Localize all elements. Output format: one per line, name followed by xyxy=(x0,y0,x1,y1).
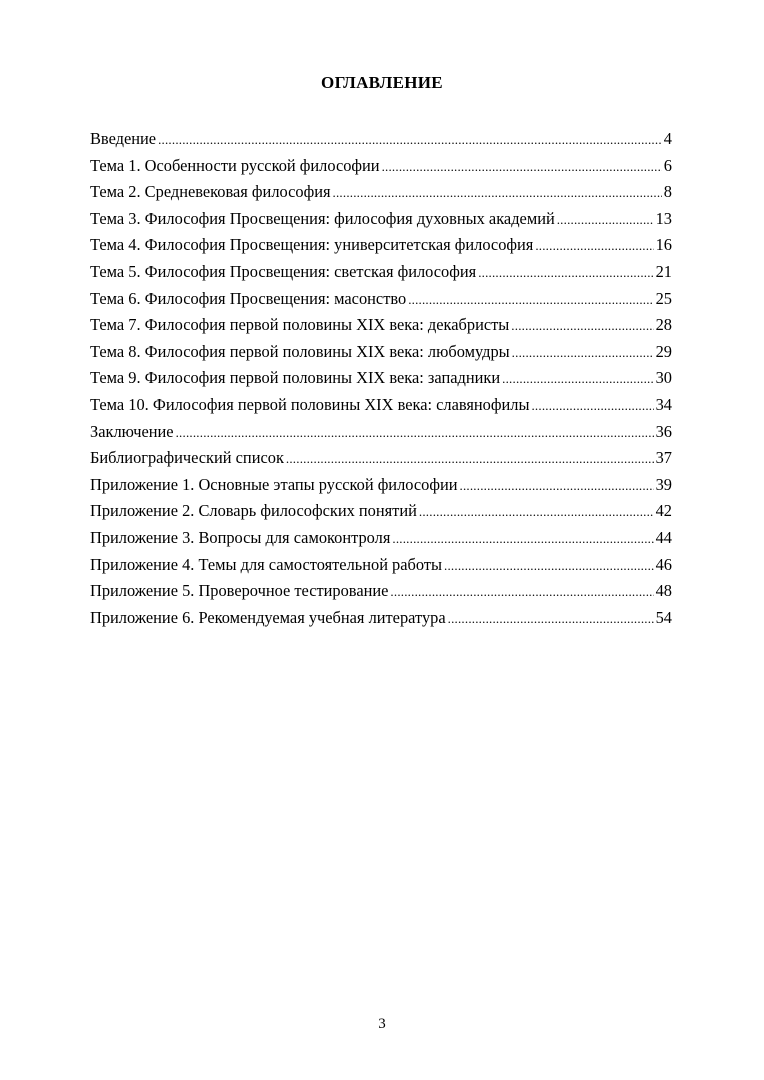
toc-entry-label: Тема 4. Философия Просвещения: университетская философия xyxy=(90,235,534,255)
page-number: 3 xyxy=(378,1016,386,1032)
toc-entry[interactable] xyxy=(90,232,672,259)
toc-entry-label: Приложение 1. Основные этапы русской философии xyxy=(90,474,458,494)
toc-entry[interactable] xyxy=(90,472,672,499)
toc-entry[interactable] xyxy=(90,286,672,313)
toc-entry[interactable] xyxy=(90,126,672,153)
toc-entry-label: Приложение 3. Вопросы для самоконтроля xyxy=(90,527,391,547)
toc-entry-label: Заключение xyxy=(90,421,174,441)
toc-dot-leader xyxy=(333,180,662,207)
toc-entry-page: 48 xyxy=(655,581,672,601)
toc-entry[interactable] xyxy=(90,445,672,472)
toc-entry[interactable] xyxy=(90,578,672,605)
toc-entry-page: 34 xyxy=(655,394,672,414)
toc-dot-leader xyxy=(176,420,654,447)
toc-entry-page: 8 xyxy=(663,182,672,202)
toc-dot-leader xyxy=(390,579,653,606)
toc-entry-label: Тема 8. Философия первой половины XIX века: любомудры xyxy=(90,341,510,361)
toc-dot-leader xyxy=(158,127,662,154)
toc-entry-page: 37 xyxy=(655,448,672,468)
toc-entry[interactable] xyxy=(90,206,672,233)
toc-entry-page: 25 xyxy=(655,288,672,308)
toc-entry-label: Тема 7. Философия первой половины XIX века: декабристы xyxy=(90,315,510,335)
toc-entry-label: Тема 5. Философия Просвещения: светская философия xyxy=(90,261,477,281)
toc-entry-label: Приложение 2. Словарь философских понятий xyxy=(90,501,417,521)
toc-entry-page: 4 xyxy=(663,129,672,148)
toc-entry-label: Тема 2. Средневековая философия xyxy=(90,182,331,202)
toc-entry-page: 29 xyxy=(655,341,672,361)
toc-entry[interactable] xyxy=(90,365,672,392)
toc-entry-page: 44 xyxy=(655,527,672,547)
toc-entry[interactable] xyxy=(90,552,672,579)
toc-entry-label: Тема 1. Особенности русской философии xyxy=(90,155,380,175)
toc-dot-leader xyxy=(444,553,654,580)
toc-entry-page: 21 xyxy=(655,261,672,281)
toc-dot-leader xyxy=(557,207,654,234)
toc-entry[interactable] xyxy=(90,153,672,180)
toc-dot-leader xyxy=(448,606,654,633)
toc-entry-page: 39 xyxy=(655,474,672,494)
toc-dot-leader xyxy=(286,446,654,473)
toc-entry[interactable] xyxy=(90,312,672,339)
page-title: ОГЛАВЛЕНИЕ xyxy=(321,73,443,92)
toc-entry[interactable] xyxy=(90,419,672,446)
toc-dot-leader xyxy=(419,499,654,526)
toc-entry-page: 6 xyxy=(663,155,672,175)
toc-entry-page: 42 xyxy=(655,501,672,521)
table-of-contents xyxy=(90,126,672,631)
toc-dot-leader xyxy=(478,260,653,287)
toc-entry-label: Введение xyxy=(90,129,157,148)
toc-dot-leader xyxy=(392,526,653,553)
toc-entry-page: 36 xyxy=(655,421,672,441)
toc-entry-page: 13 xyxy=(655,208,672,228)
toc-dot-leader xyxy=(512,340,654,367)
toc-entry-page: 54 xyxy=(655,607,672,627)
toc-entry-page: 16 xyxy=(655,235,672,255)
toc-dot-leader xyxy=(502,366,653,393)
toc-entry-label: Приложение 5. Проверочное тестирование xyxy=(90,581,389,601)
toc-entry[interactable] xyxy=(90,498,672,525)
toc-entry-page: 46 xyxy=(655,554,672,574)
toc-dot-leader xyxy=(511,313,653,340)
toc-entry-page: 30 xyxy=(655,368,672,388)
toc-entry-label: Тема 10. Философия первой половины XIX века: славянофилы xyxy=(90,394,530,414)
toc-entry-label: Приложение 4. Темы для самостоятельной работы xyxy=(90,554,443,574)
toc-dot-leader xyxy=(535,233,653,260)
toc-entry-label: Тема 9. Философия первой половины XIX века: западники xyxy=(90,368,501,388)
toc-entry-label: Тема 6. Философия Просвещения: масонство xyxy=(90,288,407,308)
toc-entry-page: 28 xyxy=(655,315,672,335)
toc-entry-label: Тема 3. Философия Просвещения: философия духовных академий xyxy=(90,208,555,228)
toc-entry-label: Библиографический список xyxy=(90,448,284,468)
toc-entry[interactable] xyxy=(90,259,672,286)
toc-entry[interactable] xyxy=(90,525,672,552)
toc-entry[interactable] xyxy=(90,392,672,419)
toc-dot-leader xyxy=(382,154,662,181)
toc-entry[interactable] xyxy=(90,339,672,366)
toc-entry-label: Приложение 6. Рекомендуемая учебная литература xyxy=(90,607,446,627)
toc-entry[interactable] xyxy=(90,179,672,206)
toc-entry[interactable] xyxy=(90,605,672,632)
toc-dot-leader xyxy=(408,287,653,314)
toc-dot-leader xyxy=(460,473,654,500)
toc-dot-leader xyxy=(531,393,653,420)
